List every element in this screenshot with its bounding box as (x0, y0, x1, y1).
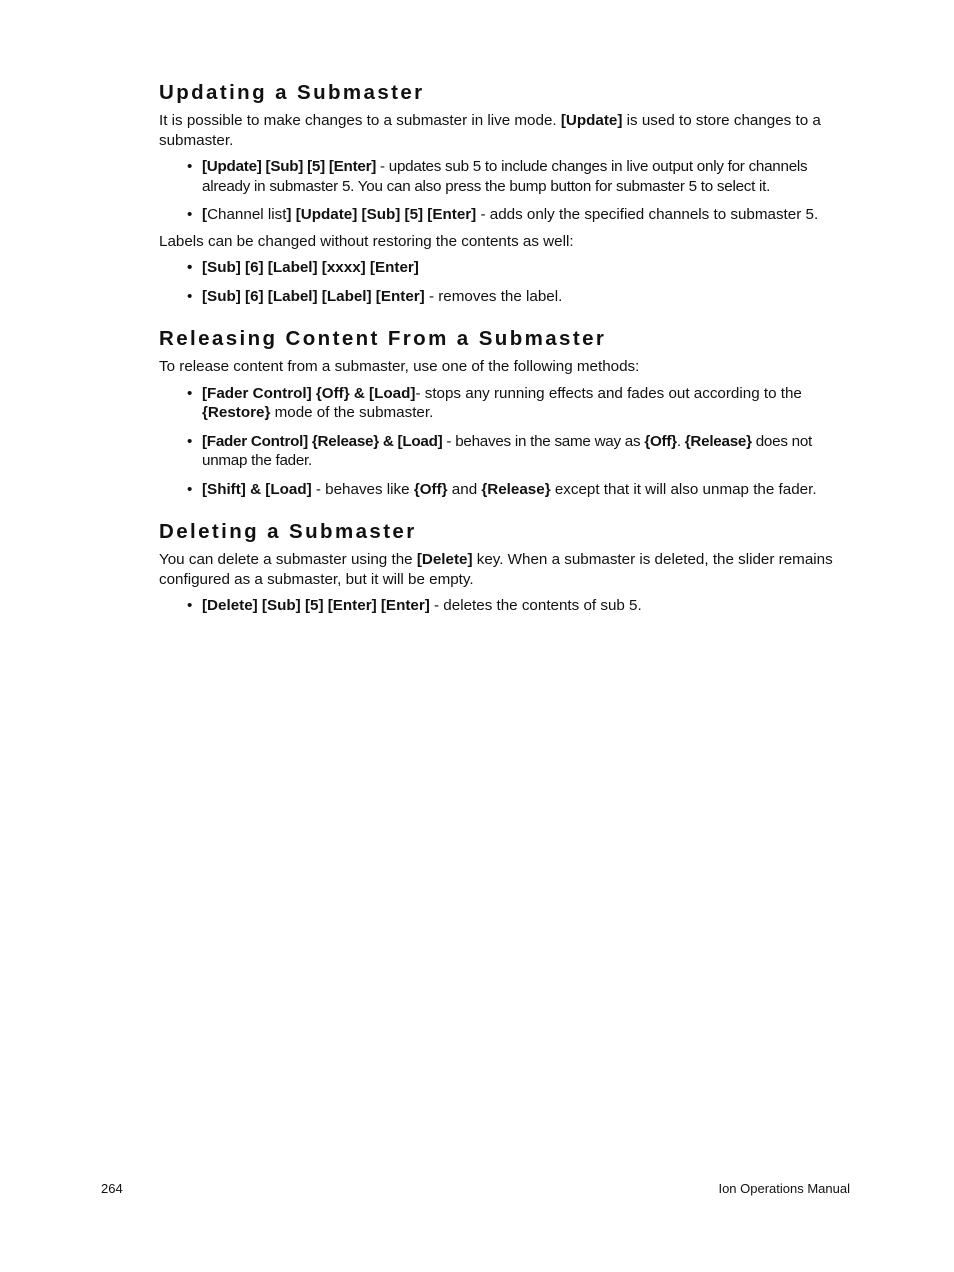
list-item: • [Fader Control] {Off} & [Load]- stops any running effects and fades out according to the {Restore} mode of the submaster. (187, 384, 802, 421)
bullet-glyph: • (187, 432, 193, 450)
bullet-glyph: • (187, 158, 193, 175)
list-item: • [Channel list] [Update] [Sub] [5] [Enter] - adds only the specified channels to submaster 5. (187, 206, 819, 223)
bullet-list-releasing (159, 384, 859, 500)
page-number: 264 (101, 1181, 123, 1196)
list-item: • [Sub] [6] [Label] [xxxx] [Enter] (187, 259, 419, 276)
bullet-glyph: • (187, 287, 193, 305)
section-heading-deleting: Deleting a Submaster (159, 520, 417, 543)
paragraph-deleting-intro: You can delete a submaster using the [Delete] key. When a submaster is deleted, the slider remains configured as a submaster, but it will be empty. (159, 551, 833, 588)
bullet-glyph: • (187, 597, 193, 614)
list-item: • [Fader Control] {Release} & [Load] - behaves in the same way as {Off}. {Release} does not unmap the fader. (187, 432, 813, 469)
page-content (159, 80, 859, 623)
bullet-list-updating (159, 157, 859, 225)
list-item: • [Update] [Sub] [5] [Enter] - updates sub 5 to include changes in live output only for channels already in submaster 5. You can also press the bump button for submaster 5 to select it. (187, 158, 808, 195)
bullet-list-labels (159, 258, 859, 306)
list-item: • [Delete] [Sub] [5] [Enter] [Enter] - deletes the contents of sub 5. (187, 597, 642, 614)
bullet-glyph: • (187, 206, 193, 223)
list-item: • [Shift] & [Load] - behaves like {Off} and {Release} except that it will also unmap the fader. (187, 480, 817, 498)
section-heading-updating: Updating a Submaster (159, 81, 425, 104)
section-heading-releasing: Releasing Content From a Submaster (159, 327, 607, 350)
paragraph-updating-intro: It is possible to make changes to a submaster in live mode. [Update] is used to store changes to a submaster. (159, 112, 821, 149)
bullet-list-deleting (159, 596, 859, 616)
bullet-glyph: • (187, 480, 193, 498)
manual-title: Ion Operations Manual (718, 1181, 850, 1196)
bullet-glyph: • (187, 384, 193, 402)
paragraph-releasing-intro: To release content from a submaster, use one of the following methods: (159, 358, 640, 375)
paragraph-labels-note: Labels can be changed without restoring the contents as well: (159, 232, 574, 250)
list-item: • [Sub] [6] [Label] [Label] [Enter] - removes the label. (187, 287, 563, 305)
bullet-glyph: • (187, 259, 193, 276)
